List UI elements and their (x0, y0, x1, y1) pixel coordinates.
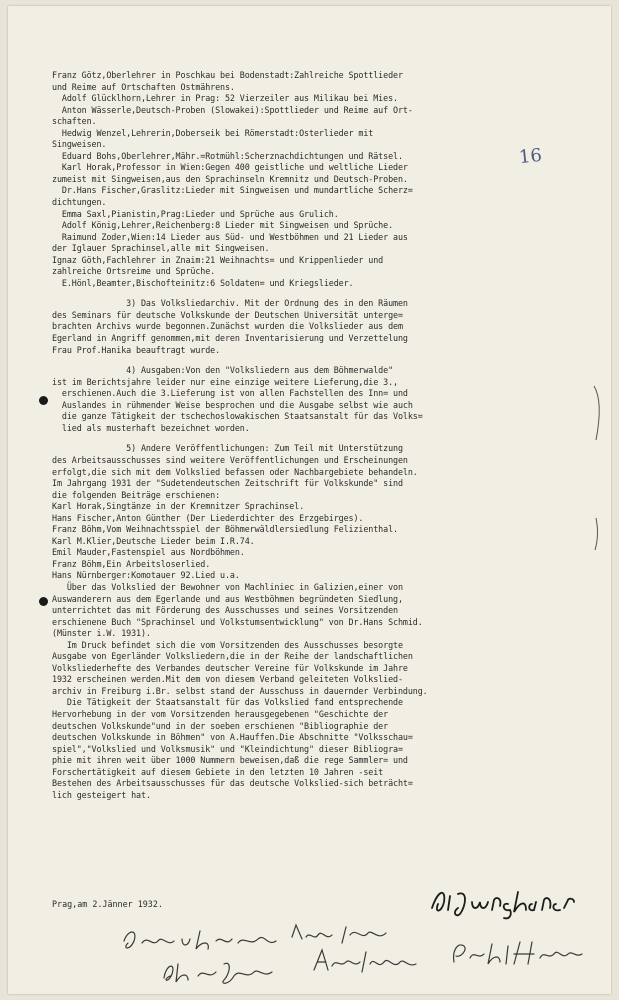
text-line: des Arbeitsausschusses sind weitere Veröffentlichungen und Erscheinungen (52, 454, 408, 465)
text-line: Hedwig Wenzel,Lehrerin,Doberseik bei Römerstadt:Osterlieder mit (52, 127, 374, 138)
text-line: unterrichtet das mit Förderung des Ausschusses und seines Vorsitzenden (52, 605, 398, 616)
paragraph-gap (52, 434, 608, 443)
text-line: Adolf Glücklhorn,Lehrer in Prag: 52 Vierzeiler aus Milikau bei Mies. (52, 93, 398, 104)
signature-junghaus (428, 884, 588, 920)
text-line: Egerland in Angriff genommen,mit deren Inventarisierung und Verzettelung (52, 333, 408, 344)
text-line: Ignaz Göth,Fachlehrer in Znaim:21 Weihnachts= und Krippenlieder und (52, 254, 384, 265)
paragraph-gap (52, 289, 608, 298)
text-line: des Seminars für deutsche Volkskunde der Deutschen Universität unterge= (52, 309, 403, 320)
date-line: Prag,am 2.Jänner 1932. (52, 899, 163, 909)
text-line: die ganze Tätigkeit der tschechoslowakischen Staatsanstalt für das Volks= (52, 411, 423, 422)
text-line: Anton Wässerle,Deutsch-Proben (Slowakei):Spottlieder und Reime auf Ort- (52, 104, 413, 115)
text-line: zahlreiche Ortsreime und Sprüche. (52, 266, 216, 277)
text-line: Emma Saxl,Pianistin,Prag:Lieder und Sprüche aus Grulich. (52, 208, 339, 219)
text-line: Karl Horak,Singtänze in der Kremnitzer Sprachinsel. (52, 501, 305, 512)
text-line: der Iglauer Sprachinsel,alle mit Singweisen. (52, 243, 270, 254)
text-line: Im Jahrgang 1931 der "Sudetendeutschen Zeitschrift für Volkskunde" sind (52, 478, 403, 489)
text-line: Raimund Zoder,Wien:14 Lieder aus Süd- und Westböhmen und 21 Lieder aus (52, 231, 408, 242)
text-line: erschienen.Auch die 3.Lieferung ist von allen Fachstellen des Inn= und (52, 388, 408, 399)
text-line: Hans Fischer,Anton Günther (Der Liederdichter des Erzgebirges). (52, 512, 364, 523)
text-line: Ausgabe von Egerländer Volksliedern,die in der Reihe der landschaftlichen (52, 651, 413, 662)
text-line: Singweisen. (52, 139, 107, 150)
text-line: Eduard Bohs,Oberlehrer,Mähr.=Rotmühl:Scherznachdichtungen und Rätsel. (52, 150, 403, 161)
text-line: phie mit ihren weit über 1000 Nummern beweisen,daß die rege Sammler= und (52, 755, 408, 766)
text-line: Karl M.Klier,Deutsche Lieder beim I.R.74. (52, 535, 255, 546)
text-line: spiel","Volkslied und Volksmusik" und "Kleindichtung" dieser Bibliogra= (52, 743, 403, 754)
punch-hole-bottom (39, 597, 48, 606)
text-line: die folgenden Beiträge erschienen: (52, 489, 221, 500)
text-line: Über das Volkslied der Bewohner von Machliniec in Galizien,einer von (52, 581, 403, 592)
text-line: Franz Götz,Oberlehrer in Poschkau bei Bodenstadt:Zahlreiche Spottlieder (52, 70, 403, 80)
signature-4 (308, 944, 428, 978)
text-line: Frau Prof.Hanika beauftragt wurde. (52, 344, 221, 355)
text-line: lied als musterhaft bezeichnet worden. (52, 422, 250, 433)
text-line: Hervorhebung in der vom Vorsitzenden herausgegebenen "Geschichte der (52, 708, 389, 719)
text-line: Auswanderern aus dem Egerlande und aus Westböhmen begründeten Siedlung, (52, 593, 403, 604)
text-line: Hans Nürnberger:Komotauer 92.Lied u.a. (52, 570, 240, 581)
text-line: Adolf König,Lehrer,Reichenberg:8 Lieder mit Singweisen und Sprüche. (52, 220, 394, 231)
document-page (8, 6, 611, 994)
text-line: Emil Mauder,Fastenspiel aus Nordböhmen. (52, 547, 245, 558)
text-line: dichtungen. (52, 197, 107, 208)
text-line: erfolgt,die sich mit dem Volkslied befassen oder Nachbargebiete behandeln. (52, 466, 418, 477)
handwritten-page-number: 16 (517, 144, 543, 169)
text-line: Die Tätigkeit der Staatsanstalt für das Volkslied fand entsprechende (52, 697, 403, 708)
text-line: und Reime auf Ortschaften Ostmährens. (52, 81, 235, 92)
punch-hole-top (39, 396, 48, 405)
signature-2 (288, 919, 398, 947)
text-line: Bestehen des Arbeitsausschusses für das deutsche Volkslied-sich beträcht= (52, 778, 413, 789)
text-line: Im Druck befindet sich die vom Vorsitzenden des Ausschusses besorgte (52, 639, 403, 650)
text-line: 5) Andere Veröffentlichungen: Zum Teil mit Unterstützung (52, 443, 403, 454)
text-line: zumeist mit Singweisen,aus den Sprachinseln Kremnitz und Deutsch-Proben. (52, 173, 408, 184)
text-line: Franz Böhm,Vom Weihnachtsspiel der Böhmerwäldlersiedlung Felizienthal. (52, 524, 398, 535)
text-line: Volksliederhefte des Verbandes deutscher Vereine für Volkskunde im Jahre (52, 662, 408, 673)
paragraph-gap (52, 356, 608, 365)
text-line: 3) Das Volksliedarchiv. Mit der Ordnung des in den Räumen (52, 298, 408, 309)
text-line: Franz Böhm,Ein Arbeitsloserlied. (52, 558, 211, 569)
text-line: Karl Horak,Professor in Wien:Gegen 400 geistliche und weltliche Lieder (52, 162, 408, 173)
text-line: schaften. (52, 116, 97, 127)
typed-report-text (52, 70, 608, 801)
text-line: 4) Ausgaben:Von den "Volksliedern aus dem Böhmerwalde" (52, 365, 394, 376)
text-line: Dr.Hans Fischer,Graslitz:Lieder mit Singweisen und mundartliche Scherz= (52, 185, 413, 196)
signature-1 (118, 921, 288, 955)
text-line: Auslandes in rühmender Weise besprochen und die Ausgabe selbst wie auch (52, 399, 413, 410)
text-line: brachten Archivs wurde begonnen.Zunächst wurden die Volkslieder aus dem (52, 321, 403, 332)
text-line: erschienene Buch "Sprachinsel und Volkstumsentwicklung" von Dr.Hans Schmid. (52, 616, 423, 627)
text-line: Forschertätigkeit auf diesem Gebiete in den letzten 10 Jahren -seit (52, 766, 384, 777)
text-line: lich gesteigert hat. (52, 789, 151, 800)
text-line: ist im Berichtsjahre leider nur eine einzige weitere Lieferung,die 3., (52, 376, 398, 387)
text-line: (Münster i.W. 1931). (52, 628, 151, 639)
signature-5 (448, 936, 588, 970)
text-line: deutschen Volkskunde"und in der soeben erschienen "Bibliographie der (52, 720, 389, 731)
text-line: deutschen Volkskunde in Böhmen" von A.Hauffen.Die Abschnitte "Volksschau= (52, 732, 413, 743)
text-line: 1932 erscheinen werden.Mit dem von diesem Verband geleiteten Volkslied- (52, 674, 403, 685)
text-line: archiv in Freiburg i.Br. selbst stand der Ausschuss in dauernder Verbindung. (52, 685, 428, 696)
signature-3 (158, 954, 288, 988)
text-line: E.Hönl,Beamter,Bischofteinitz:6 Soldaten= und Kriegslieder. (52, 277, 354, 288)
